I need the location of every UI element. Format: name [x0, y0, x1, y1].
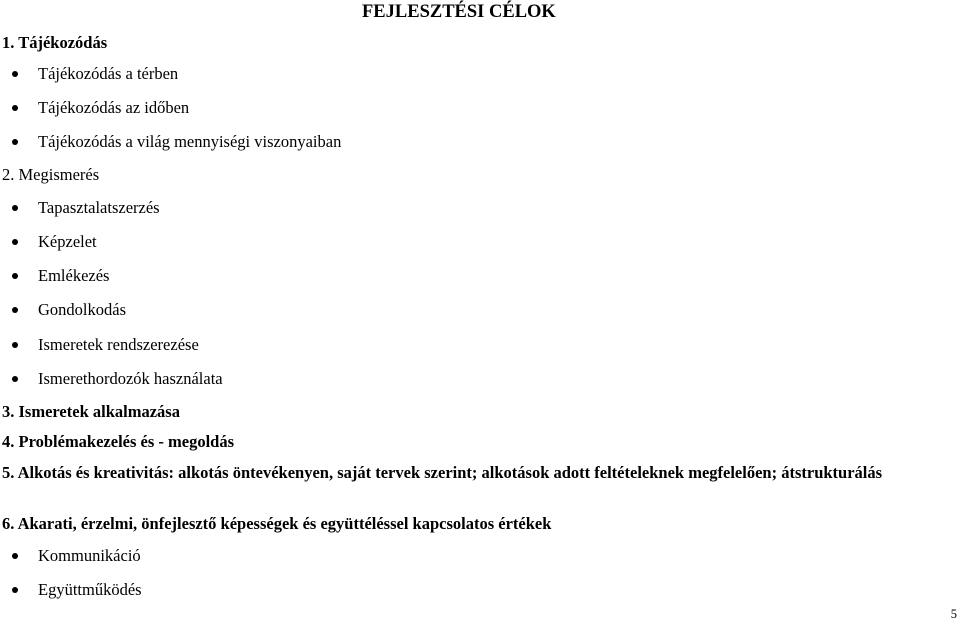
section-heading-5: 5. Alkotás és kreativitás: alkotás öntevékenyen, saját tervek szerint; alkotások adott feltételeknek megfelelően; átstrukturálás	[2, 463, 883, 482]
bullet-icon	[12, 342, 18, 348]
list-item-label: Tájékozódás a térben	[38, 64, 179, 83]
bullet-icon	[12, 139, 18, 145]
bullet-icon	[12, 205, 18, 211]
list-item-label: Emlékezés	[38, 266, 110, 285]
page-title: FEJLESZTÉSI CÉLOK	[362, 2, 556, 22]
section-heading-4: 4. Problémakezelés és - megoldás	[2, 432, 235, 451]
section-heading-2: 2. Megismerés	[2, 165, 100, 184]
bullet-icon	[12, 239, 18, 245]
list-item-label: Képzelet	[38, 232, 97, 251]
bullet-icon	[12, 553, 18, 559]
list-item-label: Ismeretek rendszerezése	[38, 335, 199, 354]
bullet-icon	[12, 273, 18, 279]
section-heading-3: 3. Ismeretek alkalmazása	[2, 402, 180, 421]
list-item-label: Kommunikáció	[38, 546, 141, 565]
list-item-label: Tájékozódás a világ mennyiségi viszonyaiban	[38, 132, 342, 151]
section-heading-1: 1. Tájékozódás	[2, 33, 108, 52]
list-item-label: Tapasztalatszerzés	[38, 198, 160, 217]
bullet-icon	[12, 587, 18, 593]
section-heading-6: 6. Akarati, érzelmi, önfejlesztő képességek és együttéléssel kapcsolatos értékek	[2, 514, 552, 533]
bullet-icon	[12, 71, 18, 77]
bullet-icon	[12, 105, 18, 111]
bullet-icon	[12, 376, 18, 382]
list-item-label: Gondolkodás	[38, 300, 126, 319]
list-item-label: Ismerethordozók használata	[38, 369, 223, 388]
list-item-label: Együttműködés	[38, 580, 142, 599]
page-number: 5	[950, 607, 957, 621]
list-item-label: Tájékozódás az időben	[38, 98, 190, 117]
bullet-icon	[12, 307, 18, 313]
